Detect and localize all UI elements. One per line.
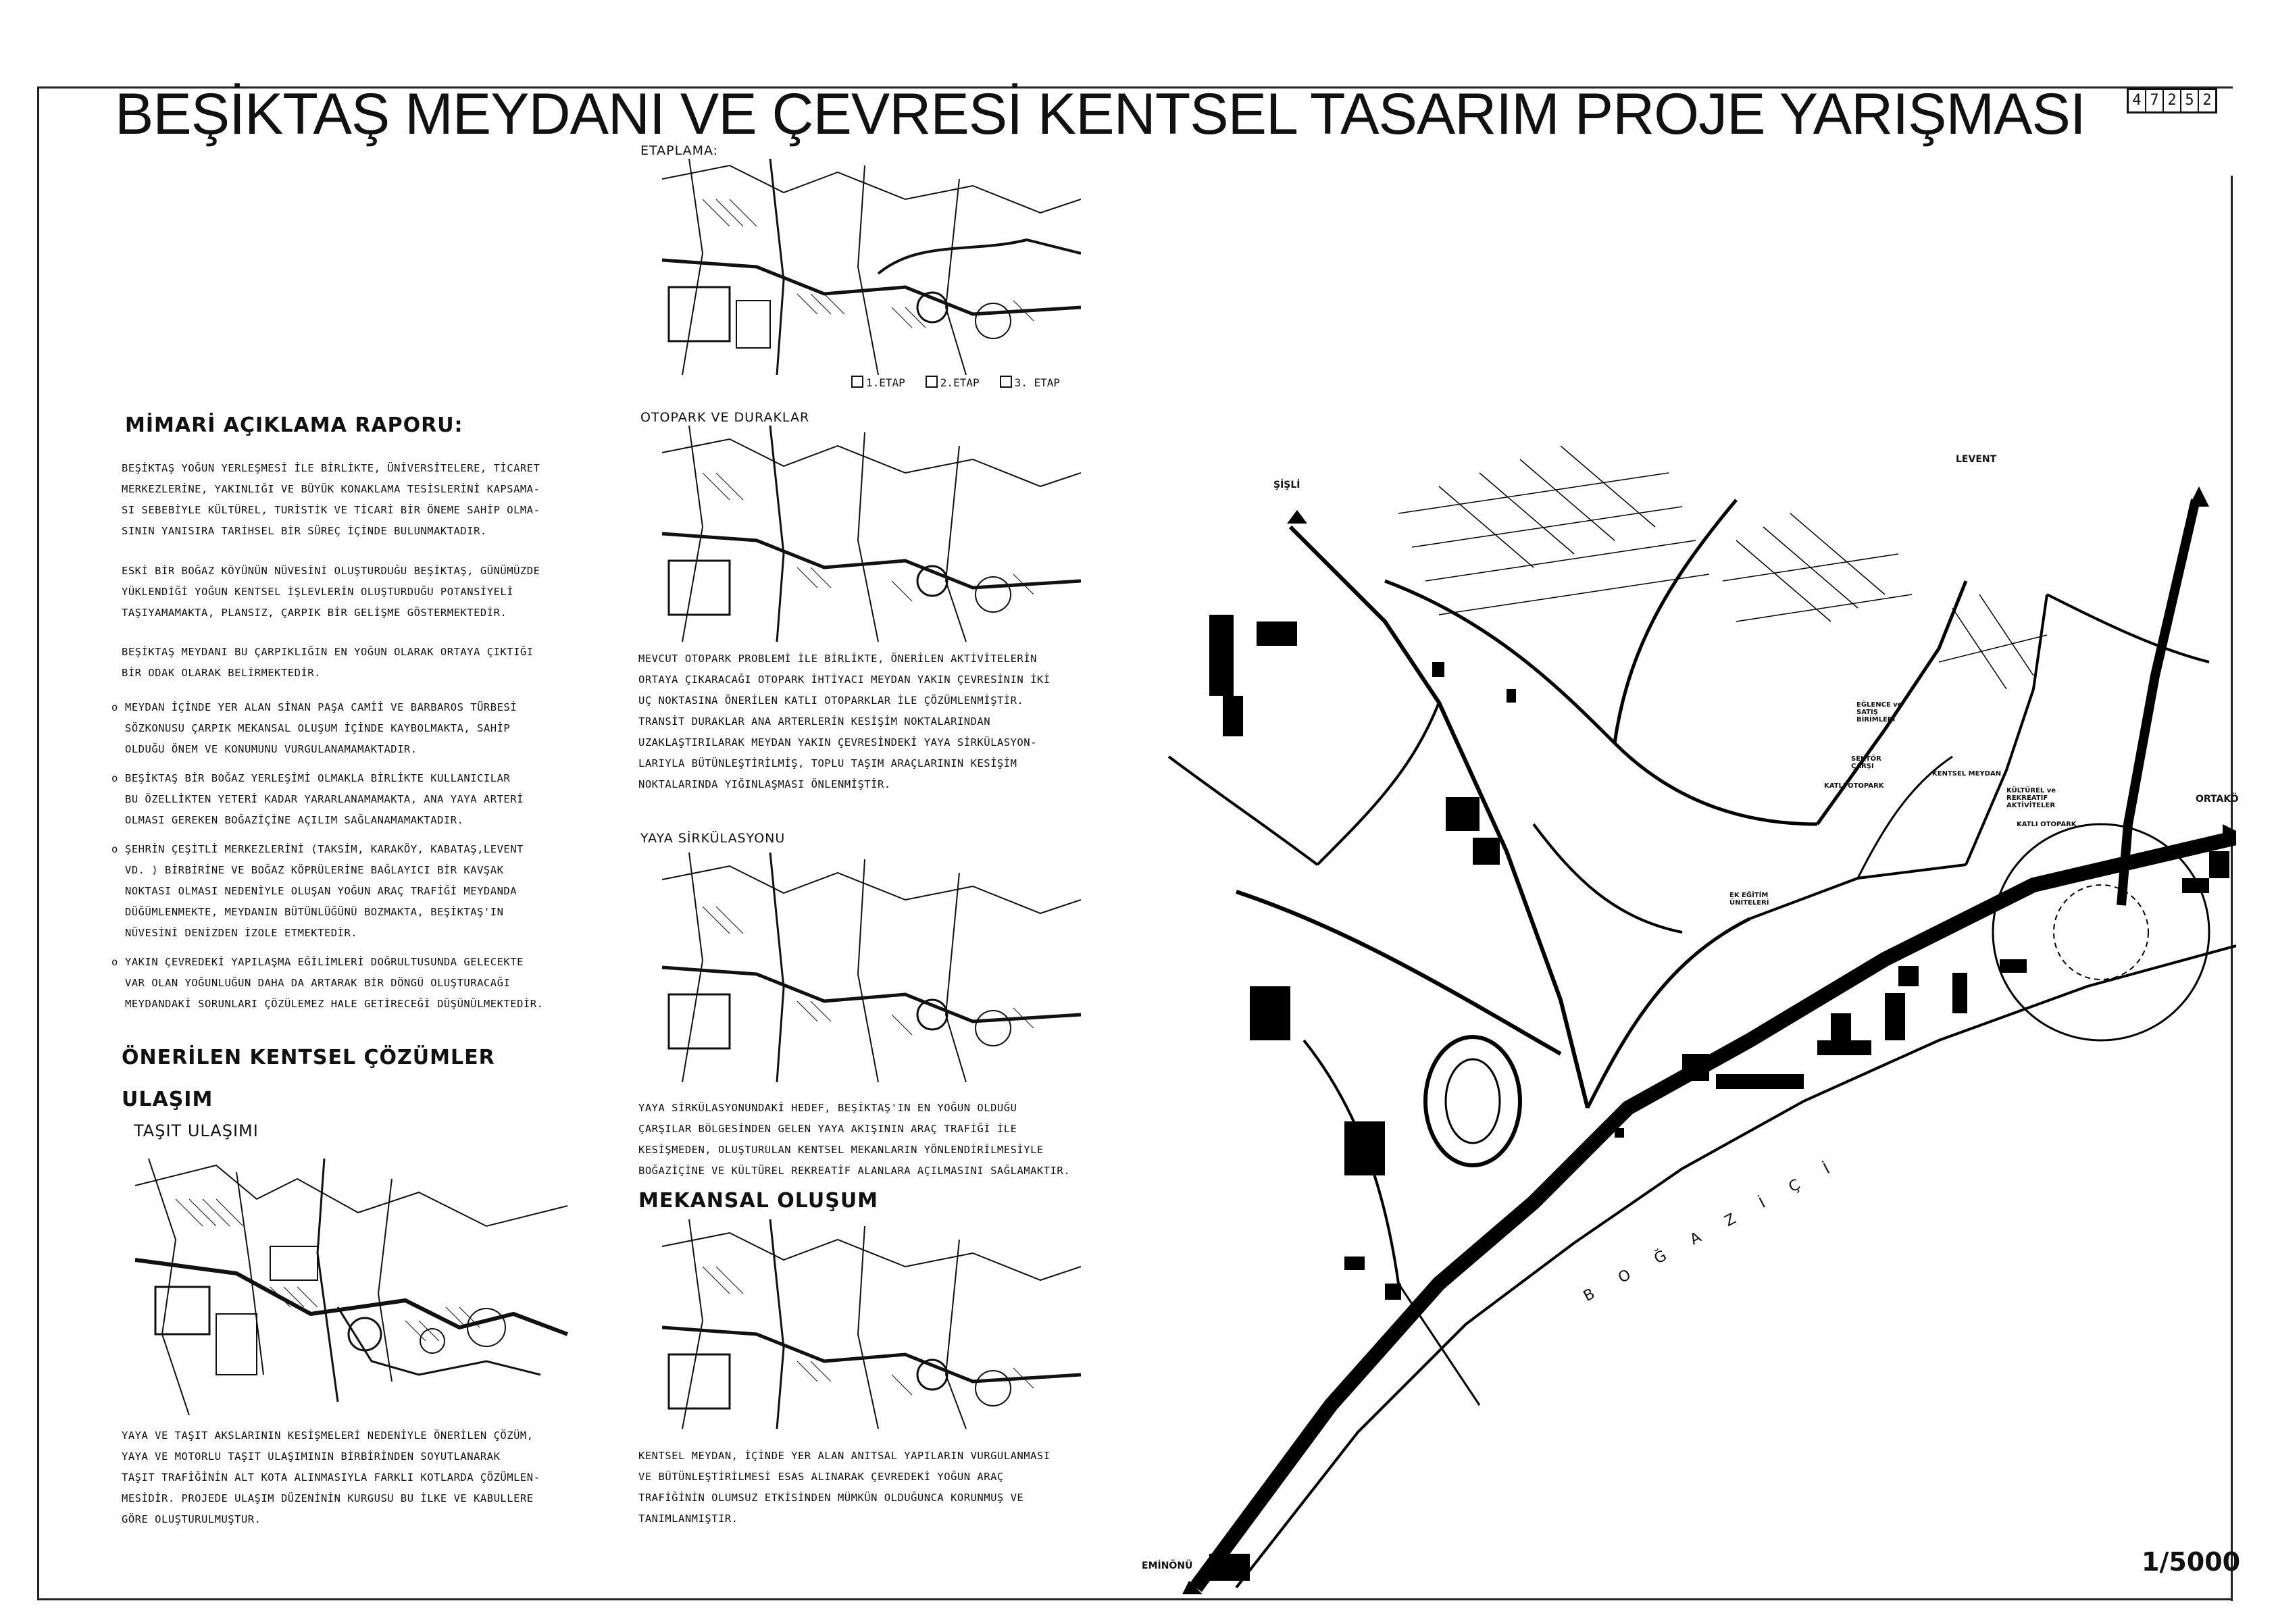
building — [1885, 993, 1905, 1040]
map-label-levent: LEVENT — [1956, 454, 1997, 465]
building — [1716, 1074, 1804, 1089]
phasing-plan — [662, 159, 1081, 375]
building — [1507, 689, 1516, 703]
pedestrian-text: YAYA SİRKÜLASYONUNDAKİ HEDEF, BEŞİKTAŞ'IN EN YOĞUN OLDUĞU ÇARŞILAR BÖLGESİNDEN GELEN YAYA AKIŞININ ARAÇ TRAFİĞİ İLE KESİŞMEDEN, OLUŞTURULAN KENTSEL MEKANLARIN YÖNLENDİRİLMESİYLE BOĞAZİÇİNE VE KÜLTÜREL REKREATİF ALANLARA AÇILMASINI SAĞLAMAKTIR. — [638, 1102, 1071, 1177]
frame-left-line — [37, 86, 39, 1600]
building — [1250, 986, 1290, 1040]
building — [2000, 959, 2027, 973]
arrow-sisli — [1287, 510, 1307, 524]
map-zone-label: KATLI OTOPARK — [1824, 782, 1884, 790]
code-digit: 2 — [2202, 92, 2212, 109]
report-paragraph-3: BEŞİKTAŞ MEYDANI BU ÇARPIKLIĞIN EN YOĞUN OLARAK ORTAYA ÇIKTIĞI BİR ODAK OLARAK BELİRMEKTEDİR. — [122, 646, 534, 679]
map-zone-label: EK EĞİTİM ÜNİTELERİ — [1729, 892, 1769, 907]
map-zone-label: EĞLENCE ve SATIŞ BİRİMLERİ — [1856, 701, 1902, 724]
sisli-road — [1290, 527, 1588, 1108]
building — [1473, 838, 1500, 865]
parking-label: OTOPARK VE DURAKLAR — [640, 410, 810, 425]
building — [1682, 1054, 1709, 1081]
parking-plan — [662, 426, 1081, 642]
map-zone-label: KENTSEL MEYDAN — [1932, 770, 2002, 778]
code-digit: 7 — [2146, 90, 2164, 111]
map-label-sea: B O Ğ A Z İ Ç İ — [1581, 1154, 1844, 1306]
map-label-eminonu: EMİNÖNÜ — [1142, 1560, 1193, 1571]
map-scale: 1/5000 — [2142, 1547, 2241, 1577]
stadium — [1425, 1037, 1520, 1165]
map-label-ortakoy: ORTAKÖ — [2196, 794, 2239, 805]
report-bullet: o BEŞİKTAŞ BİR BOĞAZ YERLEŞİMİ OLMAKLA BİRLİKTE KULLANICILAR BU ÖZELLİKTEN YETERİ KADAR YARARLANAMAMAKTA, ANA YAYA ARTERİ OLMASI GEREKEN BOĞAZİÇİNE AÇILIM SAĞLANAMAMAKTADIR. — [111, 768, 598, 831]
solutions-heading: ÖNERİLEN KENTSEL ÇÖZÜMLER — [122, 1046, 495, 1069]
code-digit: 5 — [2181, 90, 2199, 111]
plan-drawing — [135, 1159, 567, 1415]
building — [1344, 1121, 1385, 1175]
sheet-code — [2127, 88, 2217, 113]
legend-item: 3. ETAP — [1000, 376, 1060, 389]
map-zone-label: SEKTÖR ÇARŞI — [1851, 755, 1881, 770]
building — [1831, 1013, 1851, 1054]
building — [1446, 797, 1480, 831]
building — [1615, 1128, 1624, 1138]
transport-heading: ULAŞIM — [122, 1088, 213, 1111]
phasing-legend — [851, 376, 1060, 389]
report-bullet: o MEYDAN İÇİNDE YER ALAN SİNAN PAŞA CAMİİ VE BARBAROS TÜRBESİ SÖZKONUSU ÇARPIK MEKANSAL OLUŞUM İÇİNDE KAYBOLMAKTA, SAHİP OLDUĞU ÖNEM VE KONUMUNU VURGULANAMAMAKTADIR. — [111, 697, 598, 760]
building — [1209, 1554, 1250, 1581]
building — [1209, 615, 1234, 696]
frame-bottom-line — [37, 1598, 2233, 1600]
map-zone-label: KÜLTÜREL ve REKREATİF AKTİVİTELER — [2006, 787, 2056, 809]
spatial-plan — [662, 1219, 1081, 1429]
report-bullet-list — [111, 697, 598, 1023]
building — [2182, 878, 2209, 893]
vehicle-transport-plan — [135, 1159, 574, 1415]
vehicle-transport-label: TAŞIT ULAŞIMI — [134, 1121, 259, 1140]
spatial-text: KENTSEL MEYDAN, İÇİNDE YER ALAN ANITSAL YAPILARIN VURGULANMASI VE BÜTÜNLEŞTİRİLMESİ ESAS ALINARAK ÇEVREDEKİ YOĞUN ARAÇ TRAFİĞİNİN OLUMSUZ ETKİSİNDEN MÜMKÜN OLDUĞUNCA KORUNMUŞ VE TANIMLANMIŞTIR. — [638, 1450, 1051, 1525]
building — [1898, 966, 1919, 986]
coast-road — [1196, 838, 2236, 1588]
legend-item: 1.ETAP — [851, 376, 905, 389]
report-heading: MİMARİ AÇIKLAMA RAPORU: — [125, 413, 463, 437]
building — [1257, 621, 1297, 646]
parking-text: MEVCUT OTOPARK PROBLEMİ İLE BİRLİKTE, ÖNERİLEN AKTİVİTELERİN ORTAYA ÇIKARACAĞI OTOPARK İHTİYACI MEYDAN YAKIN ÇEVRESİNIN İKİ UÇ NOKTASINA ÖNERİLEN KATLI OTOPARKLAR İLE ÇÖZÜMLENMİŞTİR. TRANSİT DURAKLAR ANA ARTERLERİN KESİŞİM NOKTALARINDAN UZAKLAŞTIRILARAK MEYDAN YAKIN ÇEVRESİNDEKİ YAYA SİRKÜLASYON- LARIYLA BÜTÜNLEŞTİRİLMİŞ, TOPLU TAŞIM ARAÇLARININ KESİŞİM NOKTALARINDA YIĞINLAŞMASI ÖNLENMİŞTİR. — [638, 653, 1051, 790]
building — [1432, 662, 1444, 677]
building — [1385, 1284, 1401, 1300]
map-label-sisli: ŞİŞLİ — [1273, 480, 1300, 490]
report-bullet: o YAKIN ÇEVREDEKİ YAPILAŞMA EĞİLİMLERİ DOĞRULTUSUNDA GELECEKTE VAR OLAN YOĞUNLUĞUN DAHA DA ARTARAK BİR DÖNGÜ OLUŞTURACAĞI MEYDANDAKİ SORUNLARI ÇÖZÜLEMEZ HALE GETİRECEĞİ DÜŞÜNÜLMEKTEDİR. — [111, 952, 598, 1015]
report-bullet: o ŞEHRİN ÇEŞİTLİ MERKEZLERİNİ (TAKSİM, KARAKÖY, KABATAŞ,LEVENT VD. ) BİRBİRİNE VE BOĞAZ KÖPRÜLERİNE BAĞLAYICI BİR KAVŞAK NOKTASI OLMASI NEDENİYLE OLUŞAN YOĞUN ARAÇ TRAFİĞİ MEYDANDA DÜĞÜMLENMEKTE, MEYDANIN BÜTÜNLÜĞÜNÜ BOZMAKTA, BEŞİKTAŞ'IN NÜVESİNİ DENİZDEN İZOLE ETMEKTEDİR. — [111, 839, 598, 944]
report-paragraph-2: ESKİ BİR BOĞAZ KÖYÜNÜN NÜVESİNİ OLUŞTURDUĞU BEŞİKTAŞ, GÜNÜMÜZDE YÜKLENDİĞİ YOĞUN KENTSEL İŞLEVLERİN OLUŞTURDUĞU POTANSİYELİ TAŞIYAMAMAKTA, PLANSIZ, ÇARPIK BİR GELİŞME GÖSTERMEKTEDİR. — [122, 565, 540, 619]
spatial-label: MEKANSAL OLUŞUM — [638, 1189, 879, 1213]
pedestrian-plan — [662, 853, 1081, 1082]
legend-item: 2.ETAP — [926, 376, 980, 389]
vehicle-transport-text: YAYA VE TAŞIT AKSLARININ KESİŞMELERİ NEDENİYLE ÖNERİLEN ÇÖZÜM, YAYA VE MOTORLU TAŞIT ULAŞIMININ BİRBİRİNDEN SOYUTLANARAK TAŞIT TRAFİĞİNİN ALT KOTA ALINMASIYLA FARKLI KOTLARDA ÇÖZÜMLEN- MESİDİR. PROJEDE ULAŞIM DÜZENİNİN KURGUSU BU İLKE VE KABULLERE GÖRE OLUŞTURULMUŞTUR. — [122, 1429, 540, 1525]
building — [1223, 696, 1243, 736]
building — [1952, 973, 1967, 1013]
page-title: BEŞİKTAŞ MEYDANI VE ÇEVRESİ KENTSEL TASARIM PROJE YARIŞMASI — [115, 82, 2085, 147]
code-digit: 2 — [2164, 90, 2181, 111]
map-zone-label: KATLI OTOPARK — [2017, 821, 2077, 828]
pedestrian-label: YAYA SİRKÜLASYONU — [640, 831, 786, 846]
report-paragraph-1: BEŞİKTAŞ YOĞUN YERLEŞMESİ İLE BİRLİKTE, ÜNİVERSİTELERE, TİCARET MERKEZLERİNE, YAKINLIĞI VE BÜYÜK KONAKLAMA TESİSLERİNİ KAPSAMA- SI SEBEBİYLE KÜLTÜREL, TURİSTİK VE TİCARİ BİR ÖNEME SAHİP OLMA- SININ YANISIRA TARİHSEL BİR SÜREÇ İÇİNDE BULUNMAKTADIR. — [122, 462, 540, 537]
master-plan-map — [1155, 446, 2239, 1594]
arrow-levent — [2189, 486, 2209, 507]
phasing-label: ETAPLAMA: — [640, 143, 719, 158]
building — [2209, 851, 2229, 878]
building — [1344, 1257, 1365, 1270]
code-digit: 4 — [2129, 90, 2146, 111]
